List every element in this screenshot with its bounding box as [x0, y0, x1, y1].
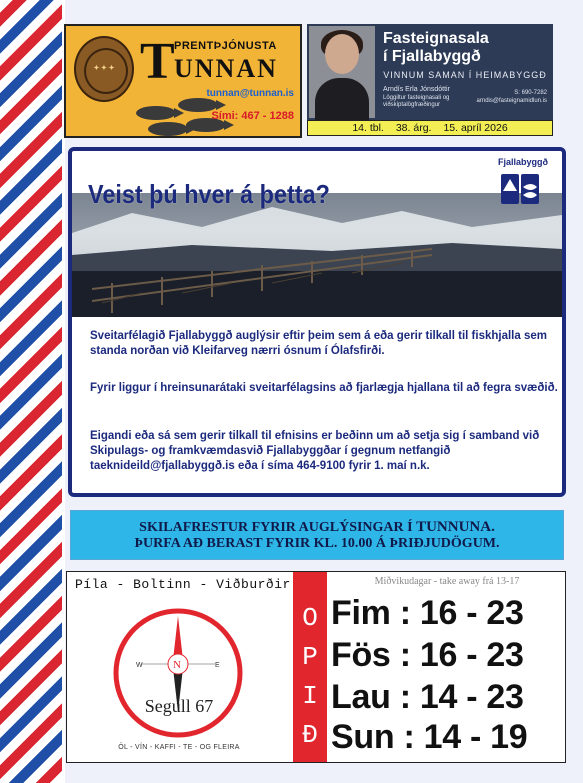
fasteignasala-advertisement[interactable] [307, 24, 553, 120]
ad-deadline-banner [70, 510, 564, 560]
svg-text:W: W [136, 662, 143, 669]
tunnan-phone: Sími: 467 - 1288 [211, 110, 294, 122]
segull-67-advertisement[interactable] [66, 571, 566, 763]
fish-icon [148, 122, 188, 136]
agent-photo [309, 26, 375, 118]
tunnan-advertisement[interactable] [64, 24, 302, 138]
segull-tagline: Píla - Boltinn - Viðburðir [75, 577, 291, 592]
issue-date: 15. apríl 2026 [443, 122, 508, 134]
deadline-line-1: SKILAFRESTUR FYRIR AUGLÝSINGAR Í [139, 519, 417, 535]
issue-info-bar [307, 120, 553, 136]
compass-north-label: N [173, 659, 181, 671]
segull-offerings: ÖL - VÍN - KAFFI - TE - OG FLEIRA [118, 744, 240, 751]
tunnan-big-letter: T [140, 33, 175, 90]
tunnan-email[interactable]: tunnan@tunnan.is [206, 88, 294, 99]
opening-hours-row: Lau : 14 - 23 [331, 678, 524, 716]
opid-letter: I [302, 680, 318, 711]
opid-letter: P [302, 641, 318, 672]
fasteign-contact[interactable]: S: 690-7282 arndis@fasteignamidlun.is [476, 90, 547, 104]
tunnan-service-label: PRENTÞJÓNUSTA [174, 40, 277, 52]
notice-headline: Veist þú hver á þetta? [88, 179, 330, 209]
deadline-brand: TUNNUNA. [416, 518, 495, 535]
opening-hours-row: Sun : 14 - 19 [331, 718, 528, 756]
issue-year: 38. árg. [395, 122, 432, 134]
barrel-icon [74, 36, 134, 102]
fasteign-slogan: VINNUM SAMAN Í HEIMABYGGÐ [383, 70, 547, 80]
municipal-crest-icon [500, 173, 540, 207]
tunnan-name: UNNAN [174, 54, 278, 83]
fasteign-agent: Arndís Erla Jónsdóttir Löggiltur fasteignasali og viðskiptalögfræðingur [383, 86, 450, 109]
compass-icon [105, 606, 251, 740]
fish-icon [136, 106, 176, 120]
fjallabyggd-logo-text: Fjallabyggð [497, 157, 548, 167]
opening-hours-row: Fim : 16 - 23 [331, 594, 524, 632]
opid-vertical-band [293, 572, 327, 762]
opid-letter: Ð [302, 719, 318, 750]
notice-paragraph-3: Eigandi eða sá sem gerir tilkall til efnisins er beðinn um að setja sig í samband við Skipulags- og framkvæmdasvið Fjallabyggðar í gegnum netfangið taeknideild@fjallabyggð.is eða í síma 464-9100 fyrir 1. maí n.k. [90, 430, 540, 473]
opid-letter: O [302, 602, 318, 633]
notice-paragraph-1: Sveitarfélagið Fjallabyggð auglýsir eftir þeim sem á eða gerir tilkall til fiskhjalla sem standa norðan við Kleifarveg nærri ósnum í Ólafsfirði. [90, 330, 547, 358]
hours-note: Miðvikudagar - take away frá 13-17 [374, 576, 520, 587]
svg-text:E: E [215, 662, 220, 669]
barrel-label: ✦ ✦ ✦ [93, 64, 115, 72]
fjallabyggd-notice [68, 147, 566, 497]
barber-stripe-border [0, 0, 62, 783]
fish-racks-photo [72, 193, 562, 317]
issue-number: 14. tbl. [352, 122, 384, 134]
segull-brand-panel [67, 572, 291, 762]
segull-brand-name: Segull 67 [144, 696, 214, 716]
opening-hours-row: Fös : 16 - 23 [331, 636, 524, 674]
fasteign-title: Fasteignasala í Fjallabyggð [383, 30, 489, 65]
notice-paragraph-2: Fyrir liggur í hreinsunarátaki sveitarfélagsins að fjarlægja hjallana til að fegra svæðið. [90, 382, 558, 394]
deadline-line-2: ÞURFA AÐ BERAST FYRIR KL. 10.00 Á ÞRIÐJUDÖGUM. [134, 535, 500, 551]
